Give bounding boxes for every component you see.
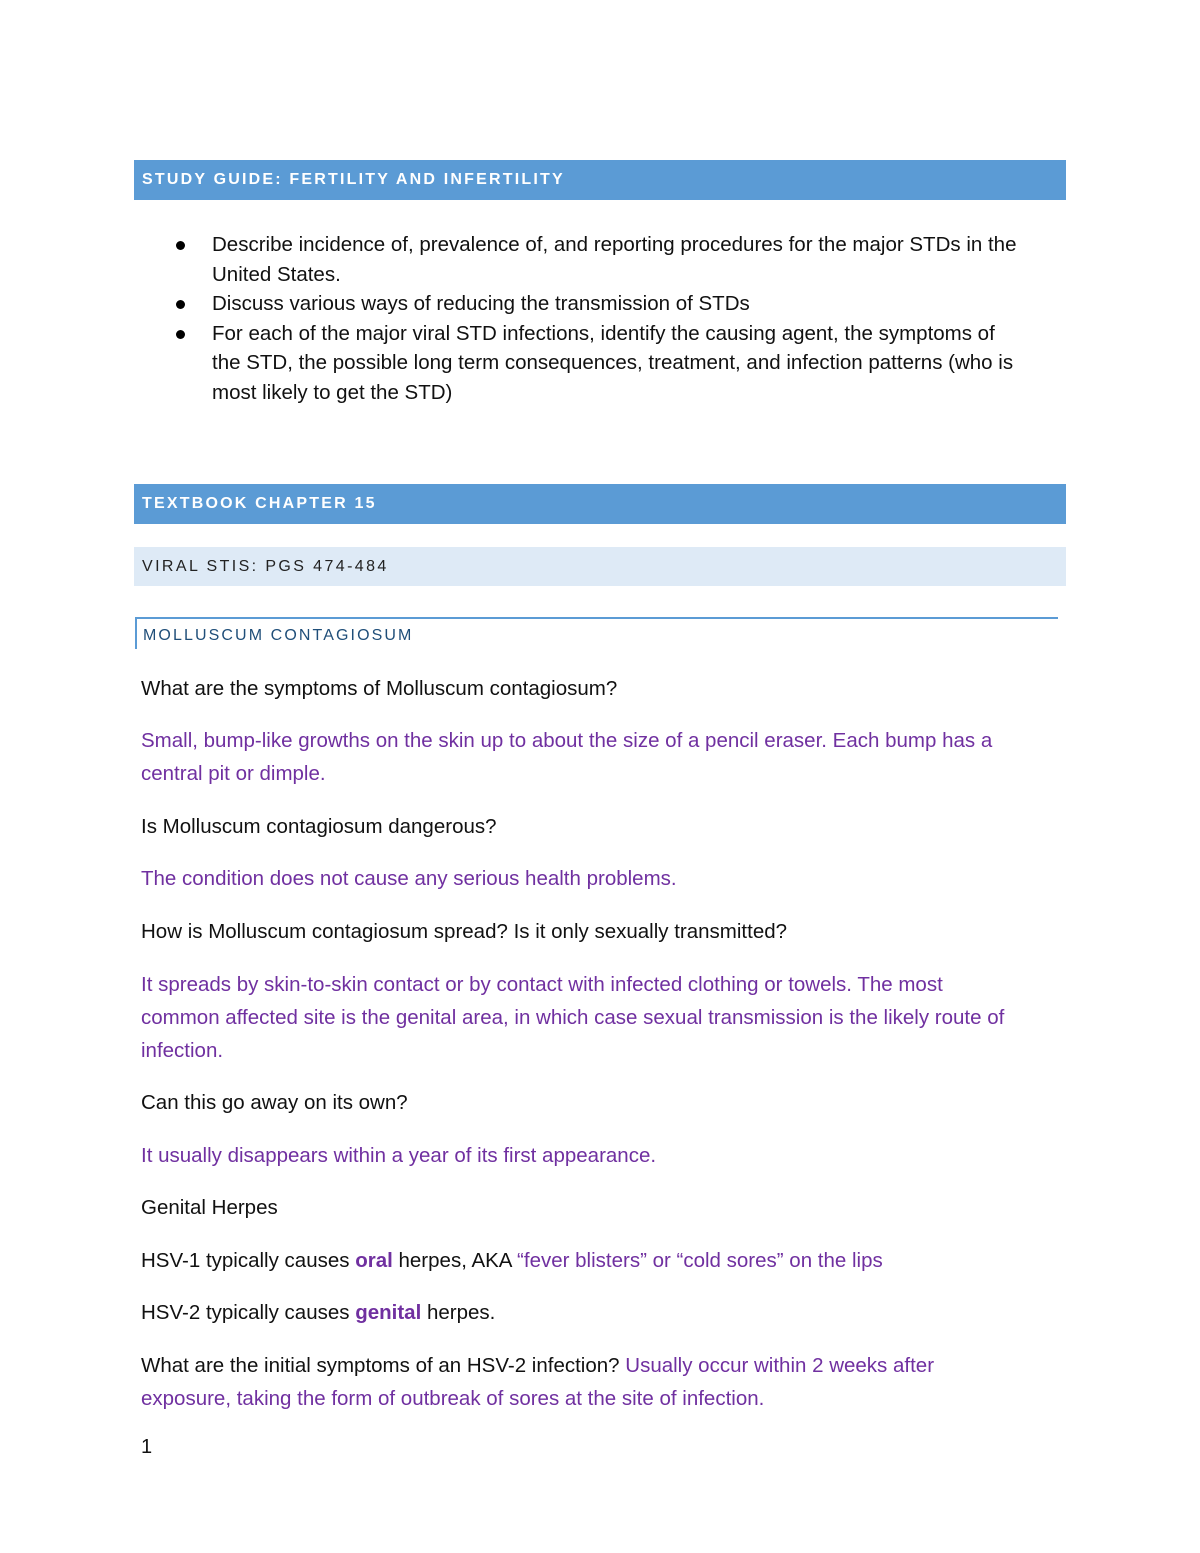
answer-symptoms: Small, bump-like growths on the skin up to about the size of a pencil eraser. Each bump has a central pit or dimple. <box>141 729 993 785</box>
question-go-away: Can this go away on its own? <box>141 1091 408 1114</box>
objectives-list <box>170 230 1070 407</box>
bullet-icon <box>176 241 185 250</box>
subtopic-genital-herpes: Genital Herpes <box>141 1196 278 1219</box>
section-heading-textbook: TEXTBOOK CHAPTER 15 <box>134 484 1066 524</box>
list-item: For each of the major viral STD infections, identify the causing agent, the symptoms of the STD, the possible long term consequences, treatment, and infection patterns (who is most likely to get the STD) <box>170 319 1070 408</box>
bullet-icon <box>176 330 185 339</box>
subheading-molluscum: MOLLUSCUM CONTAGIOSUM <box>143 627 414 644</box>
subheading-viral-stis: VIRAL STIS: PGS 474-484 <box>134 547 1066 586</box>
answer-dangerous: The condition does not cause any serious health problems. <box>141 867 677 890</box>
bullet-icon <box>176 300 185 309</box>
answer-go-away: It usually disappears within a year of its first appearance. <box>141 1144 657 1167</box>
list-item: Discuss various ways of reducing the transmission of STDs <box>170 289 1070 319</box>
hsv2-line: HSV-2 typically causes genital herpes. <box>141 1301 496 1324</box>
subheading-molluscum-frame <box>135 617 1058 649</box>
section-heading-study-guide: STUDY GUIDE: FERTILITY AND INFERTILITY <box>134 160 1066 200</box>
hsv1-line: HSV-1 typically causes oral herpes, AKA “fever blisters” or “cold sores” on the lips <box>141 1249 883 1272</box>
answer-spread: It spreads by skin-to-skin contact or by contact with infected clothing or towels. The most common affected site is the genital area, in which case sexual transmission is the likely route of infection. <box>141 973 1005 1062</box>
question-spread: How is Molluscum contagiosum spread? Is it only sexually transmitted? <box>141 920 788 943</box>
page-number: 1 <box>141 1436 153 1458</box>
list-item: Describe incidence of, prevalence of, and reporting procedures for the major STDs in the United States. <box>170 230 1070 289</box>
question-dangerous: Is Molluscum contagiosum dangerous? <box>141 815 497 838</box>
question-initial-symptoms: What are the initial symptoms of an HSV-2 infection? Usually occur within 2 weeks after exposure, taking the form of outbreak of sores at the site of infection. <box>141 1354 935 1410</box>
question-symptoms: What are the symptoms of Molluscum contagiosum? <box>141 677 618 700</box>
